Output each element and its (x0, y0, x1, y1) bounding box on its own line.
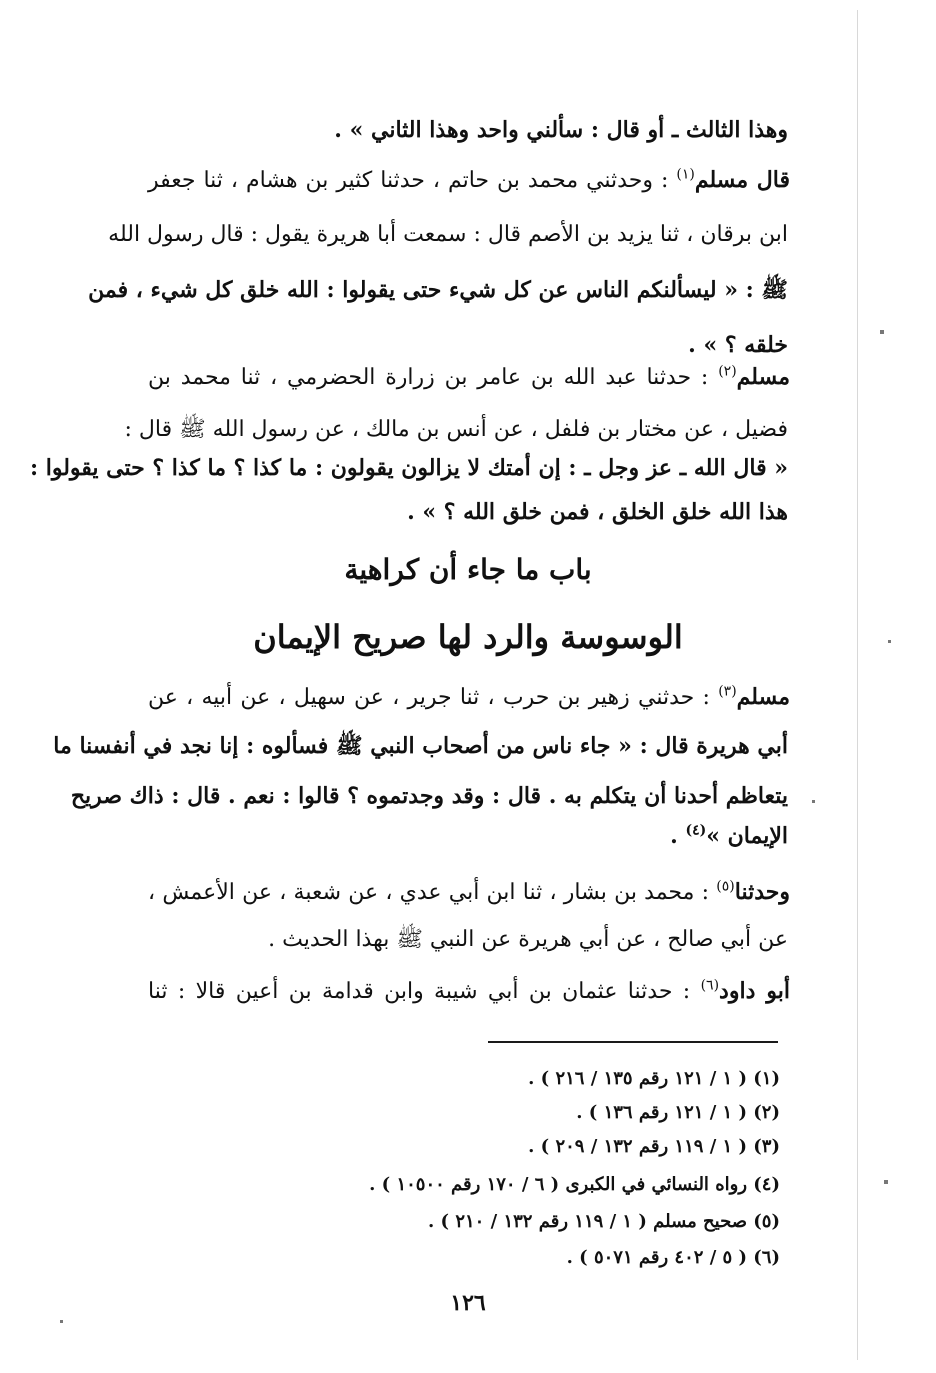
footnote-1: (١) ( ١ / ١٢١ رقم ١٣٥ / ٢١٦ ) . (528, 1068, 780, 1089)
text-segment: هذا الله خلق الخلق ، فمن خلق الله ؟ » . (407, 499, 788, 525)
text-line-6 (148, 347, 790, 408)
text-segment: ﷺ : « ليسألنكم الناس عن كل شيء حتى يقولوا : الله خلق كل شيء ، فمن (88, 277, 788, 303)
footnote-3: (٣) ( ١ / ١١٩ رقم ١٣٢ / ٢٠٩ ) . (528, 1136, 780, 1157)
source-name: أبو داود (719, 978, 790, 1004)
text-segment: : محمد بن بشار ، ثنا ابن أبي عدي ، عن شعبة ، عن الأعمش ، (148, 880, 717, 905)
text-line-4 (88, 260, 788, 320)
footnote-ref: (٣) (718, 683, 737, 700)
footnote-6: (٦) ( ٥ / ٤٠٢ رقم ٥٠٧١ ) . (566, 1247, 780, 1268)
footnote-4: (٤) رواه النسائي في الكبرى ( ٦ / ١٧٠ رقم ١٠٥٠٠ ) . (369, 1174, 780, 1195)
footnote-ref: (١) (676, 166, 695, 183)
text-line-13 (148, 806, 788, 866)
footnote-5: (٥) صحيح مسلم ( ١ / ١١٩ رقم ١٣٢ / ٢١٠ ) . (428, 1211, 780, 1232)
text-line-3 (108, 205, 788, 265)
source-name: مسلم (736, 684, 790, 710)
text-segment: الإيمان » (706, 823, 788, 849)
text-segment: وهذا الثالث ـ أو قال : سألني واحد وهذا الثاني » . (334, 117, 788, 143)
source-name: وحدثنا (734, 879, 790, 905)
page-number: ١٢٦ (450, 1290, 486, 1316)
source-name: مسلم (736, 364, 790, 390)
scan-speck (888, 640, 891, 643)
scan-speck (884, 1180, 888, 1184)
text-segment: فضيل ، عن مختار بن فلفل ، عن أنس بن مالك ، عن رسول الله ﷺ قال : (124, 417, 788, 442)
text-line-16 (148, 961, 790, 1022)
footnote-ref: (٢) (718, 363, 737, 380)
chapter-heading-line-2: الوسوسة والرد لها صريح الإيمان (253, 618, 683, 656)
scan-speck (812, 800, 815, 803)
scan-speck (880, 330, 884, 334)
text-segment: : حدثنا عبد الله بن عامر بن زرارة الحضرمي ، ثنا محمد بن (148, 365, 719, 390)
footnote-separator (488, 1041, 778, 1043)
scan-edge-line (857, 10, 858, 1360)
text-segment: خلقه ؟ » . (688, 332, 788, 358)
text-segment: « قال الله ـ عز وجل ـ : إن أمتك لا يزالون يقولون : ما كذا ؟ ما كذا ؟ حتى يقولوا : (29, 455, 788, 481)
source-name: قال مسلم (694, 167, 791, 193)
text-segment: أبي هريرة قال : « جاء ناس من أصحاب النبي ﷺ فسألوه : إنا نجد في أنفسنا ما (53, 733, 788, 759)
chapter-heading-line-1: باب ما جاء أن كراهية (344, 553, 592, 586)
text-segment: : حدثني زهير بن حرب ، ثنا جرير ، عن سهيل ، عن أبيه ، عن (148, 685, 719, 710)
text-line-2 (148, 150, 790, 211)
text-segment: : وحدثني محمد بن حاتم ، حدثنا كثير بن هشام ، ثنا جعفر (148, 168, 677, 193)
text-segment: يتعاظم أحدنا أن يتكلم به . قال : وقد وجدتموه ؟ قالوا : نعم . قال : ذاك صريح (70, 783, 788, 809)
footnote-ref: (٥) (716, 878, 735, 895)
footnote-ref: (٤) (685, 822, 707, 839)
text-line-9 (148, 482, 788, 542)
footnote-2: (٢) ( ١ / ١٢١ رقم ١٣٦ ) . (576, 1102, 780, 1123)
scan-speck (60, 1320, 63, 1323)
text-segment: عن أبي صالح ، عن أبي هريرة عن النبي ﷺ بهذا الحديث . (268, 927, 788, 952)
text-segment: ابن برقان ، ثنا يزيد بن الأصم قال : سمعت أبا هريرة يقول : قال رسول الله (108, 222, 788, 247)
text-segment: : حدثنا عثمان بن أبي شيبة وابن قدامة بن أعين قالا : ثنا (148, 979, 701, 1004)
footnote-ref: (٦) (700, 977, 720, 994)
text-segment: . (670, 823, 686, 849)
